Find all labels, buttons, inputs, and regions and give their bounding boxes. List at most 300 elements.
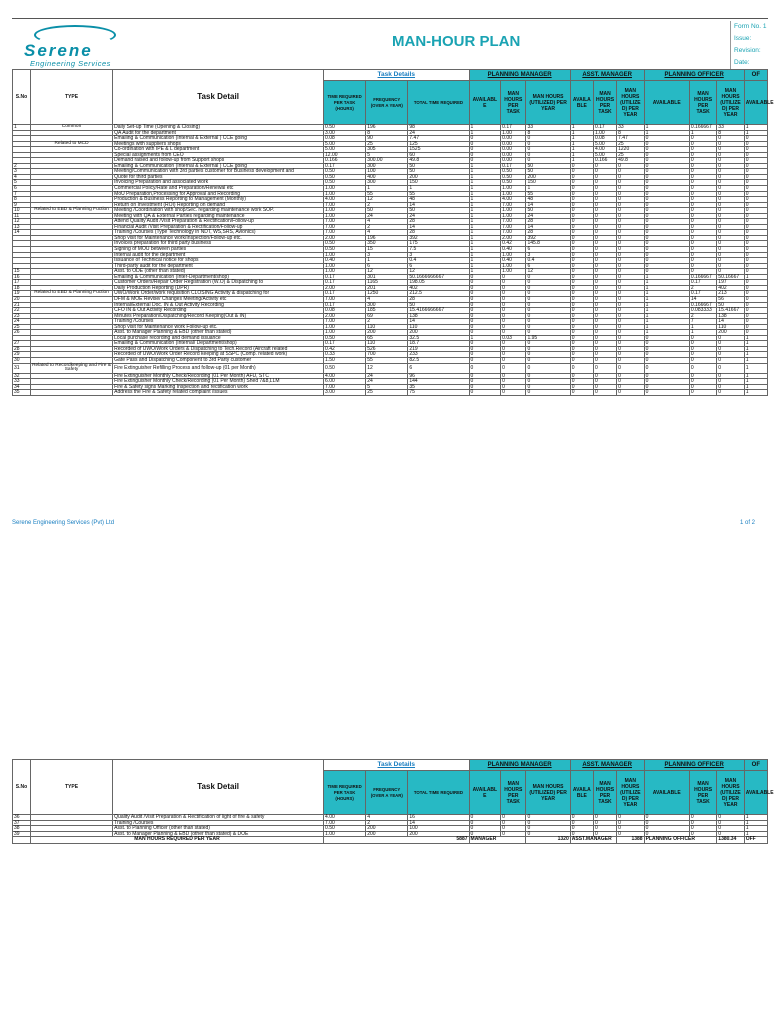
row-value: 0 (617, 247, 644, 253)
row-value: 0 (469, 831, 501, 837)
row-value: 1 (644, 324, 689, 330)
row-value: 0 (526, 319, 570, 325)
row-value: 1 (570, 125, 593, 131)
col-am-available: AVAILA BLE (570, 771, 593, 815)
row-value: 50 (408, 208, 469, 214)
row-value: 0 (689, 341, 716, 347)
row-value: 0 (644, 197, 689, 203)
row-sno: 5 (13, 180, 31, 186)
row-value: 0 (644, 390, 689, 396)
row-value: 1 (744, 379, 767, 385)
row-value: 0 (644, 352, 689, 358)
row-value: 0 (744, 241, 767, 247)
row-value: 0.00 (501, 158, 526, 164)
row-value: 0 (717, 363, 744, 373)
row-value: 0 (526, 308, 570, 314)
col-pm-man-hours-per-task: MAN HOURS PER TASK (501, 81, 526, 125)
row-value: 14 (526, 202, 570, 208)
row-value: 65 (366, 335, 408, 341)
row-sno: 38 (13, 826, 31, 832)
form-number: Form No. 1 (734, 23, 767, 30)
row-value: 1525 (408, 147, 469, 153)
row-value: 0 (593, 820, 616, 826)
row-value: 200 (526, 174, 570, 180)
row-value: 0.50 (324, 169, 366, 175)
row-value: 0 (469, 319, 501, 325)
row-value: 0.17 (689, 280, 716, 286)
row-value: 0 (744, 269, 767, 275)
of-group: OF (744, 760, 767, 771)
row-value: 0 (644, 147, 689, 153)
row-value: 14 (408, 224, 469, 230)
row-value: 0 (501, 296, 526, 302)
form-meta (730, 21, 781, 69)
row-sno: 23 (13, 313, 31, 319)
row-value: 7.47 (617, 136, 644, 142)
row-value: 0 (689, 208, 716, 214)
row-value: 0 (570, 319, 593, 325)
row-value: 526 (366, 346, 408, 352)
row-value: 0 (617, 379, 644, 385)
col-task-detail: Task Detail (113, 760, 324, 815)
row-value: 402 (717, 285, 744, 291)
row-value: 0 (570, 363, 593, 373)
row-value: 0.00 (501, 136, 526, 142)
totals-am: 1388 (617, 837, 644, 844)
row-value: 0 (501, 352, 526, 358)
row-value: 0 (644, 357, 689, 363)
row-value: 4.00 (324, 373, 366, 379)
row-value: 0 (717, 191, 744, 197)
row-value: 1.00 (324, 213, 366, 219)
row-value: 50 (526, 208, 570, 214)
row-value: 0.40 (501, 247, 526, 253)
row-value: 5 (366, 152, 408, 158)
row-value: 1 (689, 324, 716, 330)
row-value: 0 (644, 335, 689, 341)
row-value: 0 (689, 224, 716, 230)
row-value: 7.00 (324, 202, 366, 208)
row-value: 24 (526, 213, 570, 219)
row-value: 0 (689, 191, 716, 197)
row-value: 0 (469, 341, 501, 347)
row-value: 12.00 (324, 152, 366, 158)
row-value: 0 (644, 158, 689, 164)
totals-po-label: PLANNING OFFICER (644, 837, 717, 844)
row-value: 0 (593, 357, 616, 363)
row-sno: 28 (13, 346, 31, 352)
row-value: 0 (593, 308, 616, 314)
row-value: 0 (501, 826, 526, 832)
row-value: 24 (408, 213, 469, 219)
row-value: 0 (526, 324, 570, 330)
row-value: 0 (744, 186, 767, 192)
row-value: 0 (617, 263, 644, 269)
row-value: 2.00 (501, 235, 526, 241)
row-value: 0 (644, 152, 689, 158)
row-value: 200 (366, 330, 408, 336)
row-value: 0 (689, 241, 716, 247)
row-value: 0 (526, 296, 570, 302)
row-value: 18.7 (408, 341, 469, 347)
row-value: 0 (501, 357, 526, 363)
row-value: 50 (526, 169, 570, 175)
row-value: 0 (593, 174, 616, 180)
row-value: 0.17 (689, 291, 716, 297)
row-value: 350 (366, 241, 408, 247)
row-value: 0.166 (593, 158, 616, 164)
row-task: Daily Production Reporting (DPR) (113, 285, 324, 291)
row-value: 0 (617, 258, 644, 264)
row-value: 0 (570, 174, 593, 180)
row-value: 6 (526, 263, 570, 269)
row-value: 50 (526, 163, 570, 169)
row-value: 0.40 (324, 258, 366, 264)
row-value: 5.00 (593, 152, 616, 158)
row-value: 110 (408, 324, 469, 330)
row-value: 82.5 (408, 357, 469, 363)
row-value: 300 (366, 163, 408, 169)
row-value: 0 (617, 324, 644, 330)
row-value: 1 (744, 820, 767, 826)
row-value: 0 (617, 174, 644, 180)
row-value: 0 (744, 285, 767, 291)
row-value: 0.40 (501, 258, 526, 264)
row-value: 0 (617, 820, 644, 826)
totals-total-time: 5887 (324, 837, 470, 844)
row-value: 196 (366, 125, 408, 131)
row-value: 0 (570, 213, 593, 219)
row-value: 0 (644, 191, 689, 197)
asst-manager-group: ASST. MANAGER (570, 760, 644, 771)
row-value: 14 (408, 202, 469, 208)
row-value: 0 (717, 258, 744, 264)
row-value: 0 (570, 324, 593, 330)
row-value: 0 (717, 269, 744, 275)
row-value: 0 (717, 186, 744, 192)
row-value: 0.17 (324, 274, 366, 280)
row-value: 0 (644, 230, 689, 236)
row-value: 0 (744, 197, 767, 203)
row-sno: 19 (13, 291, 31, 297)
row-value: 0 (526, 363, 570, 373)
row-value: 0 (689, 202, 716, 208)
row-value: 8 (717, 130, 744, 136)
row-value: 0 (570, 313, 593, 319)
row-value: 700 (366, 352, 408, 358)
row-value: 0 (593, 252, 616, 258)
row-value: 1 (570, 152, 593, 158)
row-value: 1 (570, 158, 593, 164)
row-value: 0 (617, 815, 644, 821)
row-value: 6 (408, 363, 469, 373)
row-value: 4.00 (501, 197, 526, 203)
row-value: 1 (526, 186, 570, 192)
row-value: 200 (366, 831, 408, 837)
row-task: Minutes Preparation/Dispatching/Record Keeping(Out & IN) (113, 313, 324, 319)
col-pm-available: AVAILABL E (469, 81, 501, 125)
row-task: Return on Investment (ROI) Reporting on demand (113, 202, 324, 208)
row-value: 0 (717, 169, 744, 175)
row-value: 110 (717, 324, 744, 330)
row-value: 0 (501, 291, 526, 297)
row-task: Customer Orders/Repair Order Registration (W.O) & Dispatching to (113, 280, 324, 286)
row-value: 0 (744, 302, 767, 308)
row-value: 1 (366, 258, 408, 264)
row-value: 0 (617, 826, 644, 832)
row-value: 0 (617, 191, 644, 197)
task-details-group: Task Details (324, 70, 470, 81)
row-task: QA Audit for the department (113, 130, 324, 136)
row-value: 0.166 (324, 158, 366, 164)
totals-po: 1380.34 (717, 837, 744, 844)
row-value: 0 (717, 815, 744, 821)
row-task: Co-ordination with IPE & L department (113, 147, 324, 153)
row-value: 2.00 (324, 285, 366, 291)
row-value: 1 (570, 141, 593, 147)
row-value: 233 (408, 352, 469, 358)
row-value: 1.00 (324, 831, 366, 837)
planning-manager-group: PLANNING MANAGER (469, 70, 570, 81)
row-value: 0.50 (324, 174, 366, 180)
row-value: 0 (570, 280, 593, 286)
row-value: 0 (469, 285, 501, 291)
row-task: Shop visit for Maintenance work/Inspection/Follow-up etc. (113, 235, 324, 241)
row-sno: 8 (13, 197, 31, 203)
row-value: 0 (526, 285, 570, 291)
row-value: 0 (526, 147, 570, 153)
document-header (12, 18, 768, 70)
row-value: 0 (744, 163, 767, 169)
row-value: 0 (717, 826, 744, 832)
row-value: 0 (501, 390, 526, 396)
row-value: 305 (366, 147, 408, 153)
row-value: 2 (366, 319, 408, 325)
row-value: 28 (526, 230, 570, 236)
row-value: 0 (469, 384, 501, 390)
row-value: 1.00 (501, 186, 526, 192)
row-task: Internal audit for the department (113, 252, 324, 258)
row-value: 0.50 (324, 241, 366, 247)
row-value: 0 (644, 219, 689, 225)
row-value: 1.00 (501, 252, 526, 258)
col-am-available: AVAILA BLE (570, 81, 593, 125)
row-value: 1.00 (324, 191, 366, 197)
row-value: 0 (501, 280, 526, 286)
row-value: 7.00 (324, 219, 366, 225)
row-value: 0 (717, 352, 744, 358)
row-value: 0 (501, 313, 526, 319)
row-value: 0 (469, 373, 501, 379)
row-value: 6 (366, 263, 408, 269)
row-value: 0 (501, 379, 526, 385)
row-value: 0 (689, 384, 716, 390)
row-value: 0 (744, 263, 767, 269)
row-value: 0 (617, 319, 644, 325)
row-task: Training /Courses (Type Technology in NDT, WS,SRS, Avionics) (113, 230, 324, 236)
row-value: 0.17 (324, 341, 366, 347)
row-value: 1 (469, 213, 501, 219)
row-value: 3 (366, 252, 408, 258)
totals-am-label: ASST.MANAGER (570, 837, 616, 844)
row-value: 7.00 (324, 230, 366, 236)
row-value: 1 (644, 308, 689, 314)
row-value: 0 (593, 208, 616, 214)
row-value: 1 (644, 280, 689, 286)
row-value: 0 (526, 815, 570, 821)
row-value: 0 (744, 313, 767, 319)
row-value: 0 (501, 831, 526, 837)
row-value: 1.00 (501, 208, 526, 214)
row-task: Asst. to Manager Planning & EBD (other than stated) & DOE (113, 831, 324, 837)
row-task: Invoices preparation for third party business (113, 241, 324, 247)
row-value: 0 (617, 169, 644, 175)
row-value: 12 (408, 269, 469, 275)
row-value: 0 (570, 831, 593, 837)
row-value: 0 (593, 191, 616, 197)
row-task: Quote for third parties (113, 174, 324, 180)
row-value: 14 (408, 820, 469, 826)
row-task: DFM & MOE Revise/ Changes Meeting/Activity etc (113, 296, 324, 302)
planning-officer-group: PLANNING OFFICER (644, 760, 744, 771)
row-task: Address the Fire & Safety related complaint /issues (113, 390, 324, 396)
row-value: 12 (366, 197, 408, 203)
row-task: Attend Quality Audit /Visit Preparation & Rectification/Follow-up (113, 219, 324, 225)
row-value: 1 (744, 363, 767, 373)
row-value: 0 (469, 826, 501, 832)
row-sno: 1 (13, 125, 31, 131)
row-type: Related to EBD & Planning Fuction (30, 208, 112, 214)
row-value: 0 (717, 341, 744, 347)
row-value: 138 (408, 313, 469, 319)
row-value: 2.00 (324, 313, 366, 319)
row-value: 1 (744, 831, 767, 837)
row-value: 12 (366, 269, 408, 275)
totals-label: MAN HOURS REQUIRED PER YEAR (30, 837, 323, 844)
row-value: 0 (526, 280, 570, 286)
row-value: 0 (469, 147, 501, 153)
row-value: 1 (469, 219, 501, 225)
row-value: 0 (469, 390, 501, 396)
row-value: 50 (366, 208, 408, 214)
row-value: 7.00 (501, 202, 526, 208)
row-value: 0 (570, 335, 593, 341)
row-value: 0 (570, 274, 593, 280)
col-time-required: TIME REQUIRED PER TASK (HOURS) (324, 771, 366, 815)
row-value: 25 (366, 141, 408, 147)
planning-manager-group: PLANNING MANAGER (469, 760, 570, 771)
row-value: 0 (744, 219, 767, 225)
row-value: 0 (717, 158, 744, 164)
row-value: 1 (644, 274, 689, 280)
row-sno: 15 (13, 269, 31, 275)
row-value: 1.00 (324, 269, 366, 275)
row-value: 402 (408, 285, 469, 291)
row-sno: 14 (13, 230, 31, 236)
row-sno: 4 (13, 174, 31, 180)
row-value: 2 (366, 224, 408, 230)
row-value: 0 (644, 820, 689, 826)
row-value: 0 (744, 224, 767, 230)
row-value: 0 (570, 285, 593, 291)
col-am-man-hours-utilized: MAN HOURS (UTILIZE D) PER YEAR (617, 81, 644, 125)
row-value: 0 (469, 152, 501, 158)
row-value: 0 (689, 390, 716, 396)
row-value: 0 (526, 357, 570, 363)
row-value: 0 (593, 280, 616, 286)
row-value: 100 (366, 169, 408, 175)
row-value: 0 (617, 252, 644, 258)
row-value: 0 (717, 263, 744, 269)
row-value: 0 (593, 285, 616, 291)
row-task: Invoicing Preparation and associated work (113, 180, 324, 186)
row-value: 0 (593, 241, 616, 247)
row-value: 0 (744, 247, 767, 253)
row-value: 145.8 (526, 241, 570, 247)
row-sno: 20 (13, 296, 31, 302)
row-value: 212.5 (408, 291, 469, 297)
row-value: 0 (644, 831, 689, 837)
row-value: 0 (617, 302, 644, 308)
footer-company: Serene Engineering Services (Pvt) Ltd (12, 520, 115, 526)
row-value: 2.00 (324, 235, 366, 241)
row-value: 48 (526, 197, 570, 203)
row-value: 0 (593, 197, 616, 203)
row-value: 0 (469, 296, 501, 302)
row-sno: 12 (13, 219, 31, 225)
row-value: 0 (570, 308, 593, 314)
row-value: 0 (593, 224, 616, 230)
row-value: 0.50 (324, 247, 366, 253)
row-value: 0 (717, 335, 744, 341)
row-value: 0 (526, 302, 570, 308)
row-value: 196 (366, 235, 408, 241)
row-task: Fire Extinguisher Monthly Check/Recording (01 Per Month) Shed 7&8,LLM (113, 379, 324, 385)
row-value: 0 (570, 352, 593, 358)
row-value: 1 (744, 826, 767, 832)
row-value: 0 (644, 826, 689, 832)
row-value: 0 (469, 379, 501, 385)
row-value: 144 (408, 379, 469, 385)
row-value: 0 (744, 324, 767, 330)
row-value: 4.00 (324, 815, 366, 821)
row-value: 0 (617, 186, 644, 192)
row-value: 1 (469, 125, 501, 131)
row-task: Local purchase recording and demand issuance (113, 335, 324, 341)
row-value: 0 (593, 291, 616, 297)
row-value: 0 (717, 213, 744, 219)
row-value: 0 (617, 296, 644, 302)
logo-subtitle: Engineering Services (30, 59, 111, 68)
row-value: 0 (689, 379, 716, 385)
row-task: Fire Extinguisher Monthly Check/Recording (01 Per Month) AFU, STC (113, 373, 324, 379)
row-value: 0 (469, 352, 501, 358)
col-sno: S.No (13, 70, 31, 125)
row-value: 35 (408, 384, 469, 390)
row-value: 0 (501, 815, 526, 821)
totals-of-label: OFF (744, 837, 767, 844)
row-value: 0 (526, 141, 570, 147)
row-value: 1 (644, 302, 689, 308)
row-value: 1 (744, 390, 767, 396)
row-value: 15.4166666667 (408, 308, 469, 314)
row-value: 0 (570, 373, 593, 379)
row-value: 0.17 (324, 163, 366, 169)
row-task: Asst. to Manager Planning & EBD (other than stated) (113, 330, 324, 336)
row-value: 0 (644, 384, 689, 390)
row-value: 1 (469, 241, 501, 247)
row-value: 0 (570, 269, 593, 275)
